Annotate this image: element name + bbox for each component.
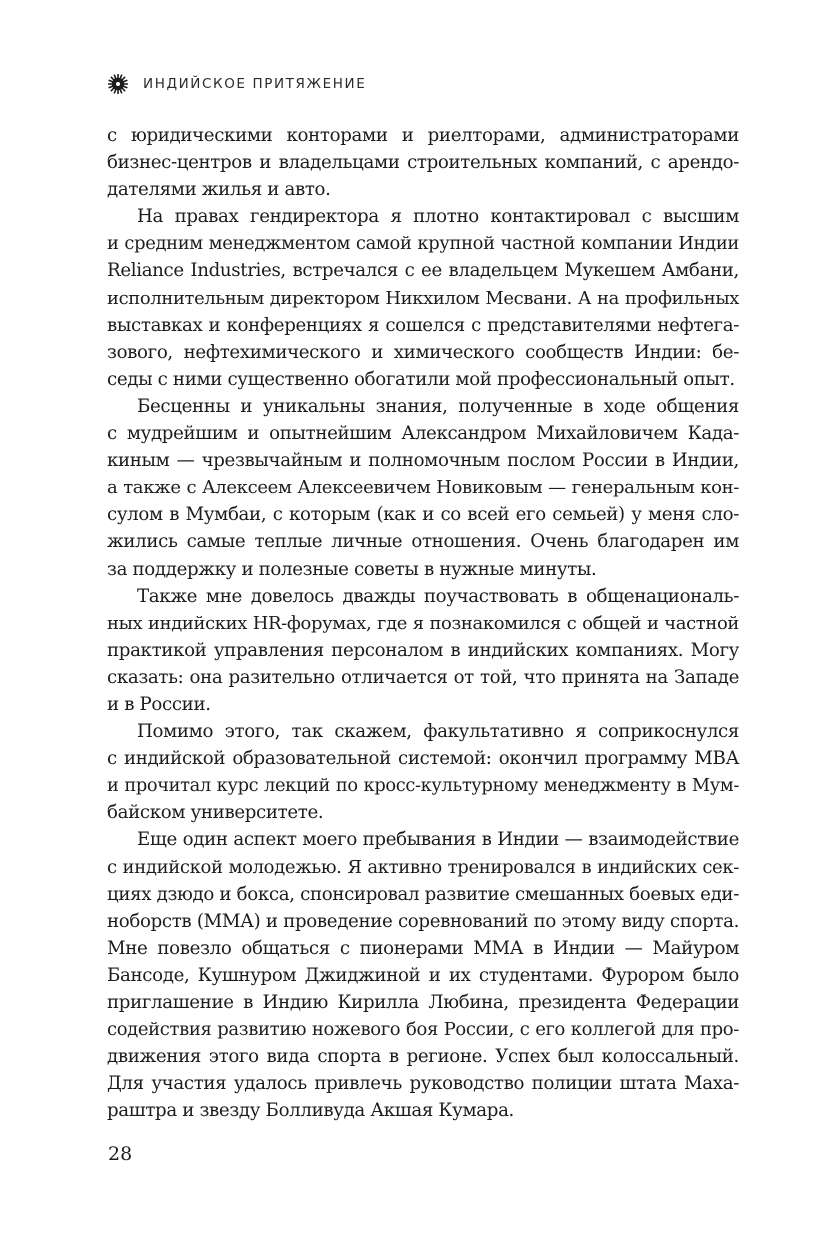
text-line: Reliance Industries, встречался с ее владельцем Мукешем Амбани,	[107, 260, 739, 282]
text-line: выставках и конференциях я сошелся с представителями нефтега-	[107, 314, 739, 336]
text-line: киным — чрезвычайным и полномочным послом России в Индии,	[107, 450, 739, 472]
text-line: содействия развитию ножевого боя России, с его коллегой для про-	[107, 1019, 739, 1041]
text-line: приглашение в Индию Кирилла Любина, президента Федерации	[107, 992, 739, 1013]
text-line: бизнес-центров и владельцами строительных компаний, с арендо-	[107, 152, 739, 174]
text-line: Помимо этого, так скажем, факультативно я соприкоснулся	[137, 721, 739, 743]
text-line: дателями жилья и авто.	[107, 179, 331, 201]
text-line: Бесценны и уникальны знания, полученные в ходе общения	[137, 395, 739, 417]
text-line: байском университете.	[107, 802, 324, 824]
text-line: Мне повезло общаться с пионерами ММА в Индии — Майуром	[107, 937, 739, 959]
text-line: раштра и звезду Болливуда Акшая Кумара.	[107, 1100, 514, 1122]
paragraph	[107, 583, 739, 718]
text-line: ноборств (ММА) и проведение соревнований по этому виду спорта.	[107, 910, 739, 932]
text-line: практикой управления персоналом в индийских компаниях. Могу	[107, 639, 739, 661]
body-text	[107, 122, 739, 1124]
text-line: а также с Алексеем Алексеевичем Новиковым — генеральным кон-	[107, 477, 739, 499]
text-line: с мудрейшим и опытнейшим Александром Михайловичем Када-	[107, 423, 739, 445]
text-line: седы с ними существенно обогатили мой профессиональный опыт.	[107, 368, 735, 390]
text-line: ных индийских HR-форумах, где я познакомился с общей и частной	[107, 612, 739, 634]
text-line: циях дзюдо и бокса, спонсировал развитие смешанных боевых еди-	[107, 883, 739, 905]
text-line: Для участия удалось привлечь руководство полиции штата Маха-	[107, 1073, 739, 1095]
paragraph	[107, 718, 739, 826]
paragraph	[107, 203, 739, 393]
running-head-title: ИНДИЙСКОЕ ПРИТЯЖЕНИЕ	[143, 76, 367, 92]
text-line: Бансоде, Кушнуром Джиджиной и их студентами. Фурором было	[107, 964, 739, 986]
text-line: зового, нефтехимического и химического сообществ Индии: бе-	[107, 341, 739, 363]
text-line: с индийской молодежью. Я активно тренировался в индийских сек-	[107, 856, 739, 878]
text-line: исполнительным директором Никхилом Месвани. А на профильных	[107, 287, 739, 309]
text-line: с индийской образовательной системой: окончил программу МВА	[107, 748, 739, 770]
sunburst-ornament-icon	[108, 74, 128, 94]
text-line: и в России.	[107, 693, 211, 715]
paragraph	[107, 393, 739, 583]
paragraph	[107, 826, 739, 1124]
text-line: с юридическими конторами и риелторами, администраторами	[107, 125, 739, 146]
text-line: жились самые теплые личные отношения. Очень благодарен им	[107, 531, 739, 553]
text-line: Также мне довелось дважды поучаствовать в общенациональ-	[137, 585, 739, 607]
text-line: и средним менеджментом самой крупной частной компании Индии	[107, 233, 739, 255]
running-head	[108, 73, 366, 95]
text-line: сулом в Мумбаи, с которым (как и со всей его семьей) у меня сло-	[107, 504, 739, 526]
text-line: и прочитал курс лекций по кросс-культурному менеджменту в Мум-	[107, 775, 739, 797]
page-number: 28	[108, 1143, 133, 1165]
text-line: На правах гендиректора я плотно контактировал с высшим	[137, 206, 739, 228]
text-line: Еще один аспект моего пребывания в Индии — взаимодействие	[137, 829, 739, 851]
text-line: за поддержку и полезные советы в нужные минуты.	[107, 558, 597, 580]
text-line: сказать: она разительно отличается от той, что принята на Западе	[107, 666, 739, 688]
paragraph	[107, 122, 739, 203]
text-line: движения этого вида спорта в регионе. Успех был колоссальный.	[107, 1046, 739, 1068]
